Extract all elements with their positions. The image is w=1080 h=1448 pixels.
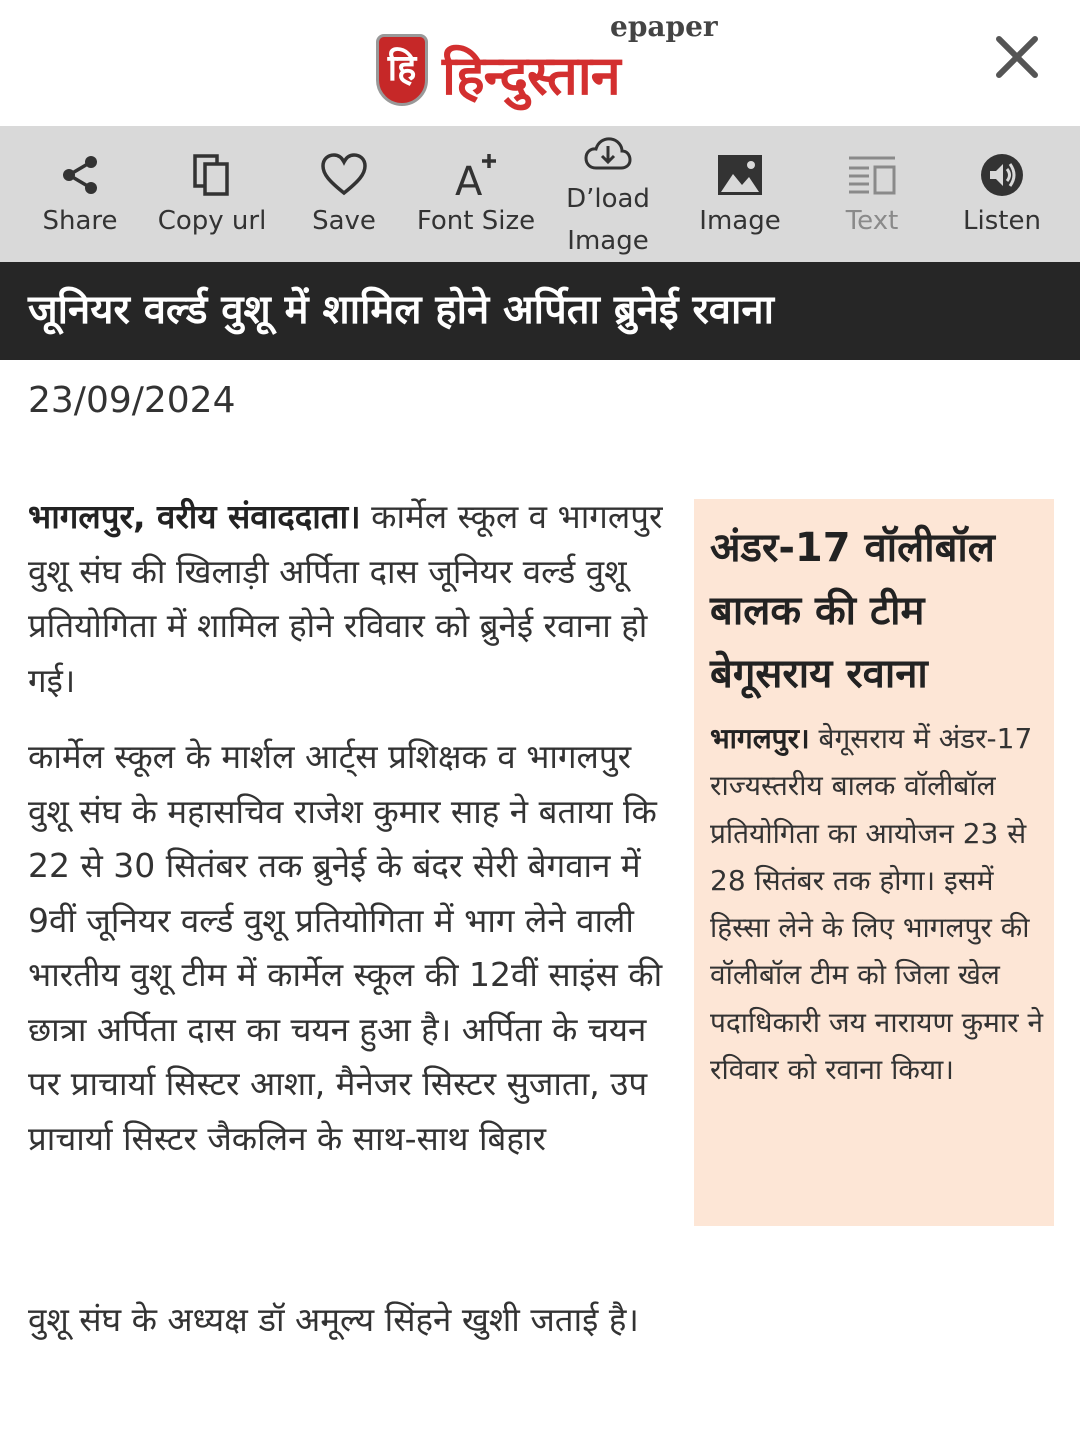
font-size-label: Font Size: [416, 206, 536, 236]
image-button[interactable]: [674, 126, 806, 262]
font-size-button[interactable]: [410, 126, 542, 262]
article-paragraph-2-tail: वुशू संघ के अध्यक्ष डॉ अमूल्य सिंहने खुशी जताई है।: [28, 1300, 639, 1339]
copy-icon: [187, 150, 237, 200]
copy-url-label: Copy url: [157, 206, 267, 236]
copy-url-button[interactable]: [146, 126, 278, 262]
sidebar-news-box: [694, 499, 1054, 1226]
save-button[interactable]: [278, 126, 410, 262]
action-toolbar: [0, 126, 1080, 262]
logo-epaper-label: epaper: [610, 10, 718, 43]
app-header: [0, 0, 1080, 126]
speaker-icon: [977, 150, 1027, 200]
cloud-download-icon: [583, 132, 633, 182]
article-body: [28, 490, 678, 1166]
article-paragraph-1-text: कार्मेल स्कूल व भागलपुर वुशू संघ की खिलाड़ी अर्पिता दास जूनियर वर्ल्ड वुशू प्रतियोगिता में शामिल होने रविवार को ब्रुनेई रवाना हो गई।: [28, 497, 663, 700]
logo-text: हिन्दुस्तान: [442, 44, 620, 107]
article-date: 23/09/2024: [28, 380, 236, 421]
sidebar-paragraph-text: बेगूसराय में अंडर-17 राज्यस्तरीय बालक वॉलीबॉल प्रतियोगिता का आयोजन 23 से 28 सितंबर तक होगा। इसमें हिस्सा लेने के लिए भागलपुर की वॉलीबॉल टीम को जिला खेल पदाधिकारी जय नारायण कुमार ने रविवार को रवाना किया।: [710, 722, 1044, 1087]
image-icon: [715, 150, 765, 200]
text-button[interactable]: [806, 126, 938, 262]
listen-label: Listen: [963, 206, 1041, 236]
font-size-icon: [451, 150, 501, 200]
article-headline: जूनियर वर्ल्ड वुशू में शामिल होने अर्पिता ब्रुनेई रवाना: [28, 287, 774, 333]
headline-bar: [0, 262, 1080, 360]
share-label: Share: [42, 206, 118, 236]
listen-button[interactable]: [938, 126, 1066, 262]
hindustan-logo[interactable]: [374, 10, 718, 110]
share-button[interactable]: [14, 126, 146, 262]
article-paragraph-2: कार्मेल स्कूल के मार्शल आर्ट्स प्रशिक्षक व भागलपुर वुशू संघ के महासचिव राजेश कुमार साह ने बताया कि 22 से 30 सितंबर तक ब्रुनेई के बंदर सेरी बेगवान में 9वीं जूनियर वर्ल्ड वुशू प्रतियोगिता में भाग लेने वाली भारतीय वुशू टीम में कार्मेल स्कूल की 12वीं साइंस की छात्रा अर्पिता दास का चयन हुआ है। अर्पिता के चयन पर प्राचार्या सिस्टर आशा, मैनेजर सिस्टर सुजाता, उप प्राचार्या सिस्टर जैकलिन के साथ-साथ बिहार: [28, 737, 663, 1158]
text-label: Text: [845, 206, 899, 236]
image-label: Image: [699, 206, 781, 236]
article-dateline: भागलपुर, वरीय संवाददाता।: [28, 497, 361, 536]
download-label-line2: Image: [567, 226, 649, 256]
text-icon: [847, 150, 897, 200]
close-icon: [990, 30, 1044, 84]
heart-icon: [319, 150, 369, 200]
logo-mark: हि: [376, 34, 428, 106]
sidebar-headline: अंडर-17 वॉलीबॉल बालक की टीम बेगूसराय रवाना: [710, 525, 995, 697]
article-paragraph-1: [28, 490, 678, 708]
download-image-button[interactable]: [542, 126, 674, 262]
close-button[interactable]: [990, 30, 1044, 84]
share-icon: [55, 150, 105, 200]
svg-text:A: A: [455, 159, 483, 200]
save-label: Save: [312, 206, 376, 236]
sidebar-paragraph: [710, 715, 1048, 1093]
sidebar-dateline: भागलपुर।: [710, 722, 810, 755]
download-label-line1: D’load: [566, 184, 650, 214]
